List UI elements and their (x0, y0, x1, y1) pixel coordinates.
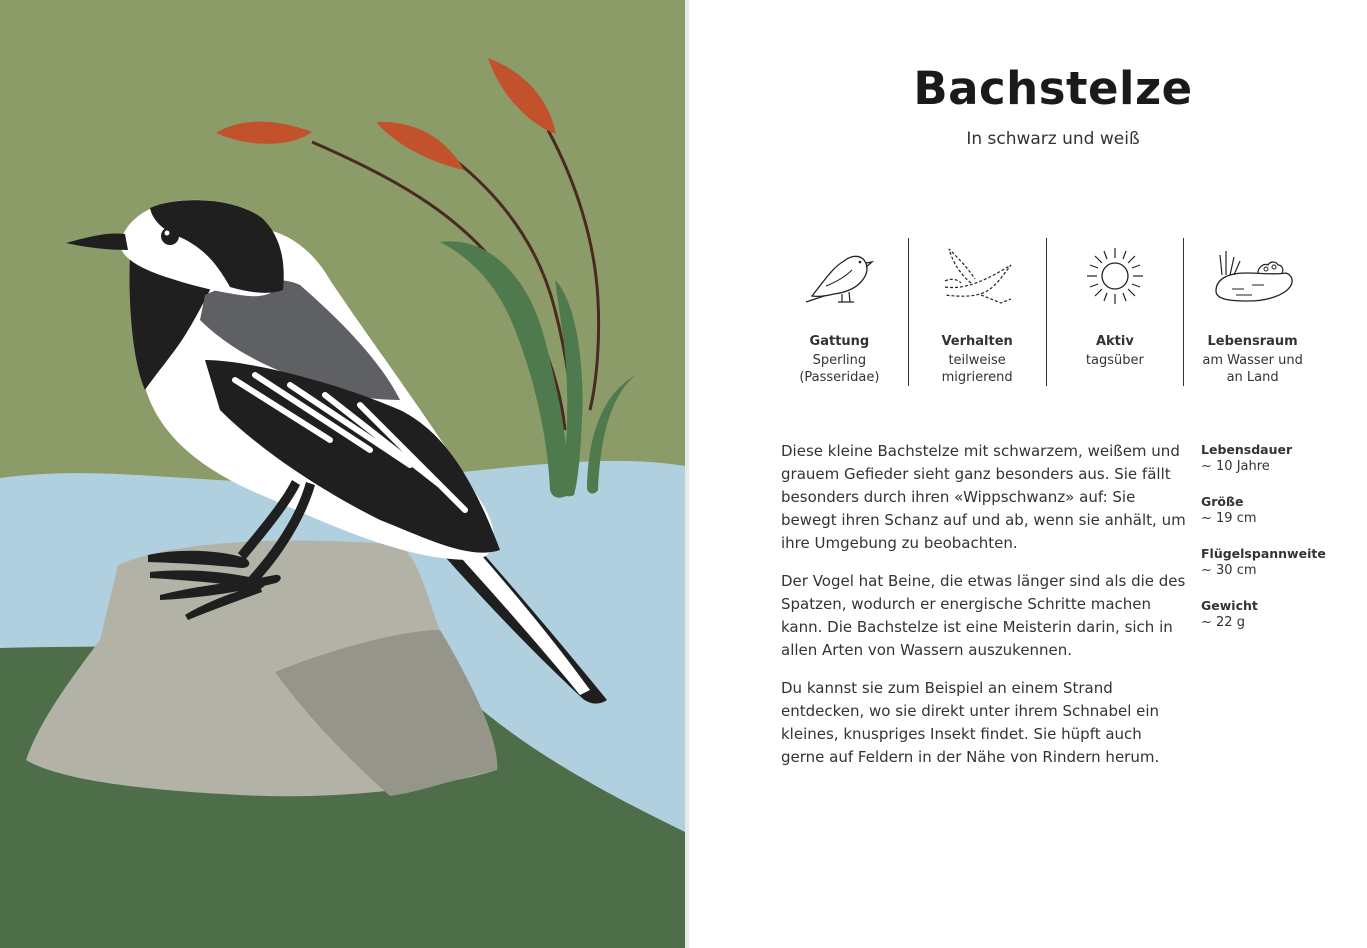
fact-active (1046, 238, 1184, 386)
fact-label: Lebensraum (1207, 334, 1298, 349)
stat-label: Lebensdauer (1201, 442, 1293, 457)
paragraph: Der Vogel hat Beine, die etwas länger sind als die des Spatzen, wodurch er energische Schritte machen kann. Die Bachstelze ist eine Meisterin darin, sich in allen Arten von Wassern auszukennen. (781, 572, 1186, 659)
bird-eye (161, 227, 179, 245)
page-title: Bachstelze (913, 62, 1193, 115)
paragraph: Diese kleine Bachstelze mit schwarzem, weißem und grauem Gefieder sieht ganz besonders aus. Sie fällt besonders durch ihren «Wippschwanz» auf: Sie bewegt ihren Schanz auf und ab, wenn sie anhält, um ihre Umgebung zu beobachten. (781, 442, 1186, 552)
stats-column (1201, 441, 1361, 649)
bird-eye-highlight (165, 231, 170, 236)
fact-genus (771, 238, 908, 386)
stat-label: Größe (1201, 494, 1244, 509)
stat-label: Gewicht (1201, 598, 1258, 613)
fact-label: Gattung (809, 334, 870, 349)
content-page (689, 0, 1367, 948)
stat-lifespan (1201, 441, 1361, 475)
paragraph: Du kannst sie zum Beispiel an einem Strand entdecken, wo sie direkt unter ihrem Schnabel ein kleines, knuspriges Insekt findet. Sie hüpft auch gerne auf Feldern in der Nähe von Rindern herum. (781, 679, 1160, 766)
fact-habitat (1183, 238, 1321, 386)
stat-value: ~ 30 cm (1201, 563, 1257, 578)
page-subtitle: In schwarz und weiß (966, 129, 1140, 149)
fact-value: tagsüber (1085, 353, 1144, 368)
fact-label: Verhalten (941, 334, 1013, 349)
stat-wingspan (1201, 545, 1361, 579)
sun-icon (1085, 246, 1145, 306)
description-text (781, 440, 1186, 784)
migrating-bird-icon (941, 245, 1013, 307)
fact-value: Sperling (Passeridae) (799, 353, 880, 385)
stat-value: ~ 10 Jahre (1201, 459, 1270, 474)
fact-behaviour (908, 238, 1046, 386)
stat-value: ~ 19 cm (1201, 511, 1257, 526)
stat-weight (1201, 597, 1361, 631)
fact-label: Aktiv (1095, 334, 1134, 349)
stat-value: ~ 22 g (1201, 615, 1245, 630)
stat-size (1201, 493, 1361, 527)
fact-value: teilweise migrierend (941, 353, 1013, 385)
stat-label: Flügelspannweite (1201, 546, 1326, 561)
fact-icons-row (771, 238, 1321, 388)
sparrow-icon (804, 246, 874, 306)
shore-habitat-icon (1212, 245, 1294, 307)
fact-value: am Wasser und an Land (1202, 353, 1303, 385)
